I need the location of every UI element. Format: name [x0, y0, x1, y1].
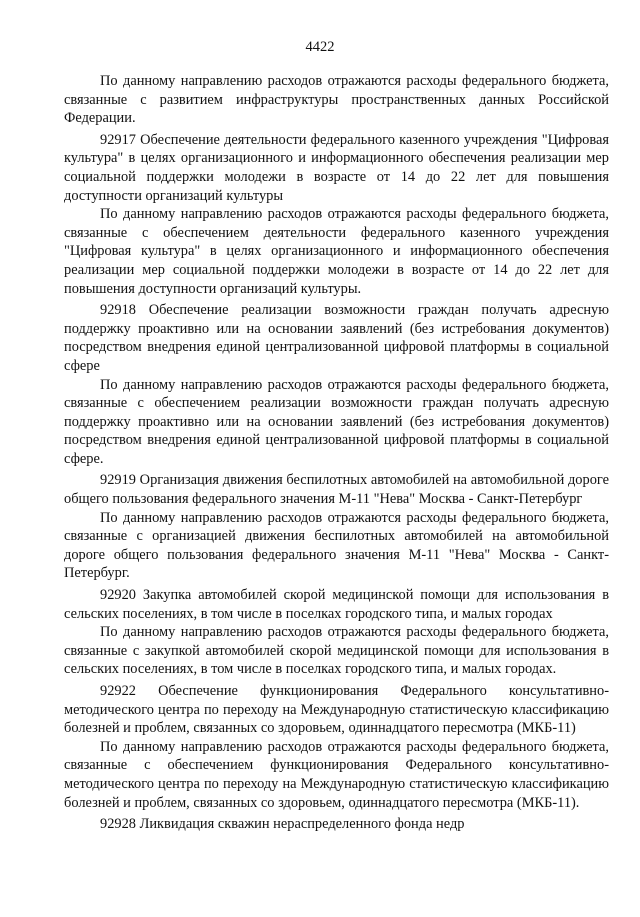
paragraph: По данному направлению расходов отражаются расходы федерального бюджета, связанные с развитием инфраструктуры пространственных данных Российской Федерации.	[64, 73, 609, 127]
paragraph: По данному направлению расходов отражаются расходы федерального бюджета, связанные с организацией движения беспилотных автомобилей на автомобильной дороге общего пользования федерального значения М-11 "Нева" Москва - Санкт-Петербург.	[64, 509, 609, 582]
document-body	[64, 72, 609, 834]
expense-code-heading: 92928 Ликвидация скважин нераспределенного фонда недр	[100, 816, 465, 833]
expense-code-heading: 92919 Организация движения беспилотных автомобилей на автомобильной дороге общего пользования федерального значения М-11 "Нева" Москва - Санкт-Петербург	[64, 472, 609, 508]
paragraph: По данному направлению расходов отражаются расходы федерального бюджета, связанные с обеспечением функционирования Федерального консультативно-методического центра по переходу на Международную статистическую классификацию болезней и проблем, связанных со здоровьем, одиннадцатого пересмотра (МКБ-11).	[64, 738, 609, 811]
expense-code-heading: 92917 Обеспечение деятельности федерального казенного учреждения "Цифровая культура" в целях организационного и информационного обеспечения реализации мер социальной поддержки молодежи в возрасте от 14 до 22 лет для повышения доступности организаций культуры	[64, 131, 609, 204]
expense-code-heading: 92922 Обеспечение функционирования Федерального консультативно-методического центра по переходу на Международную статистическую классификацию болезней и проблем, связанных со здоровьем, одиннадцатого пересмотра (МКБ-11)	[64, 683, 609, 737]
paragraph: По данному направлению расходов отражаются расходы федерального бюджета, связанные с обеспечением реализации возможности граждан получать адресную поддержку проактивно или на основании заявлений (без истребования документов) посредством внедрения единой централизованной цифровой платформы в социальной сфере.	[64, 376, 609, 467]
paragraph: По данному направлению расходов отражаются расходы федерального бюджета, связанные с обеспечением деятельности федерального казенного учреждения "Цифровая культура" в целях организационного и информационного обеспечения реализации мер социальной поддержки молодежи в возрасте от 14 до 22 лет для повышения доступности организаций культуры.	[64, 206, 609, 297]
paragraph: По данному направлению расходов отражаются расходы федерального бюджета, связанные с закупкой автомобилей скорой медицинской помощи для использования в сельских поселениях, в том числе в поселках городского типа, и малых городах.	[64, 624, 609, 678]
expense-code-heading: 92918 Обеспечение реализации возможности граждан получать адресную поддержку проактивно или на основании заявлений (без истребования документов) посредством внедрения единой централизованной цифровой платформы в социальной сфере	[64, 302, 609, 374]
expense-code-heading: 92920 Закупка автомобилей скорой медицинской помощи для использования в сельских поселениях, в том числе в поселках городского типа, и малых городах	[64, 587, 609, 622]
page-number: 4422	[305, 39, 335, 55]
